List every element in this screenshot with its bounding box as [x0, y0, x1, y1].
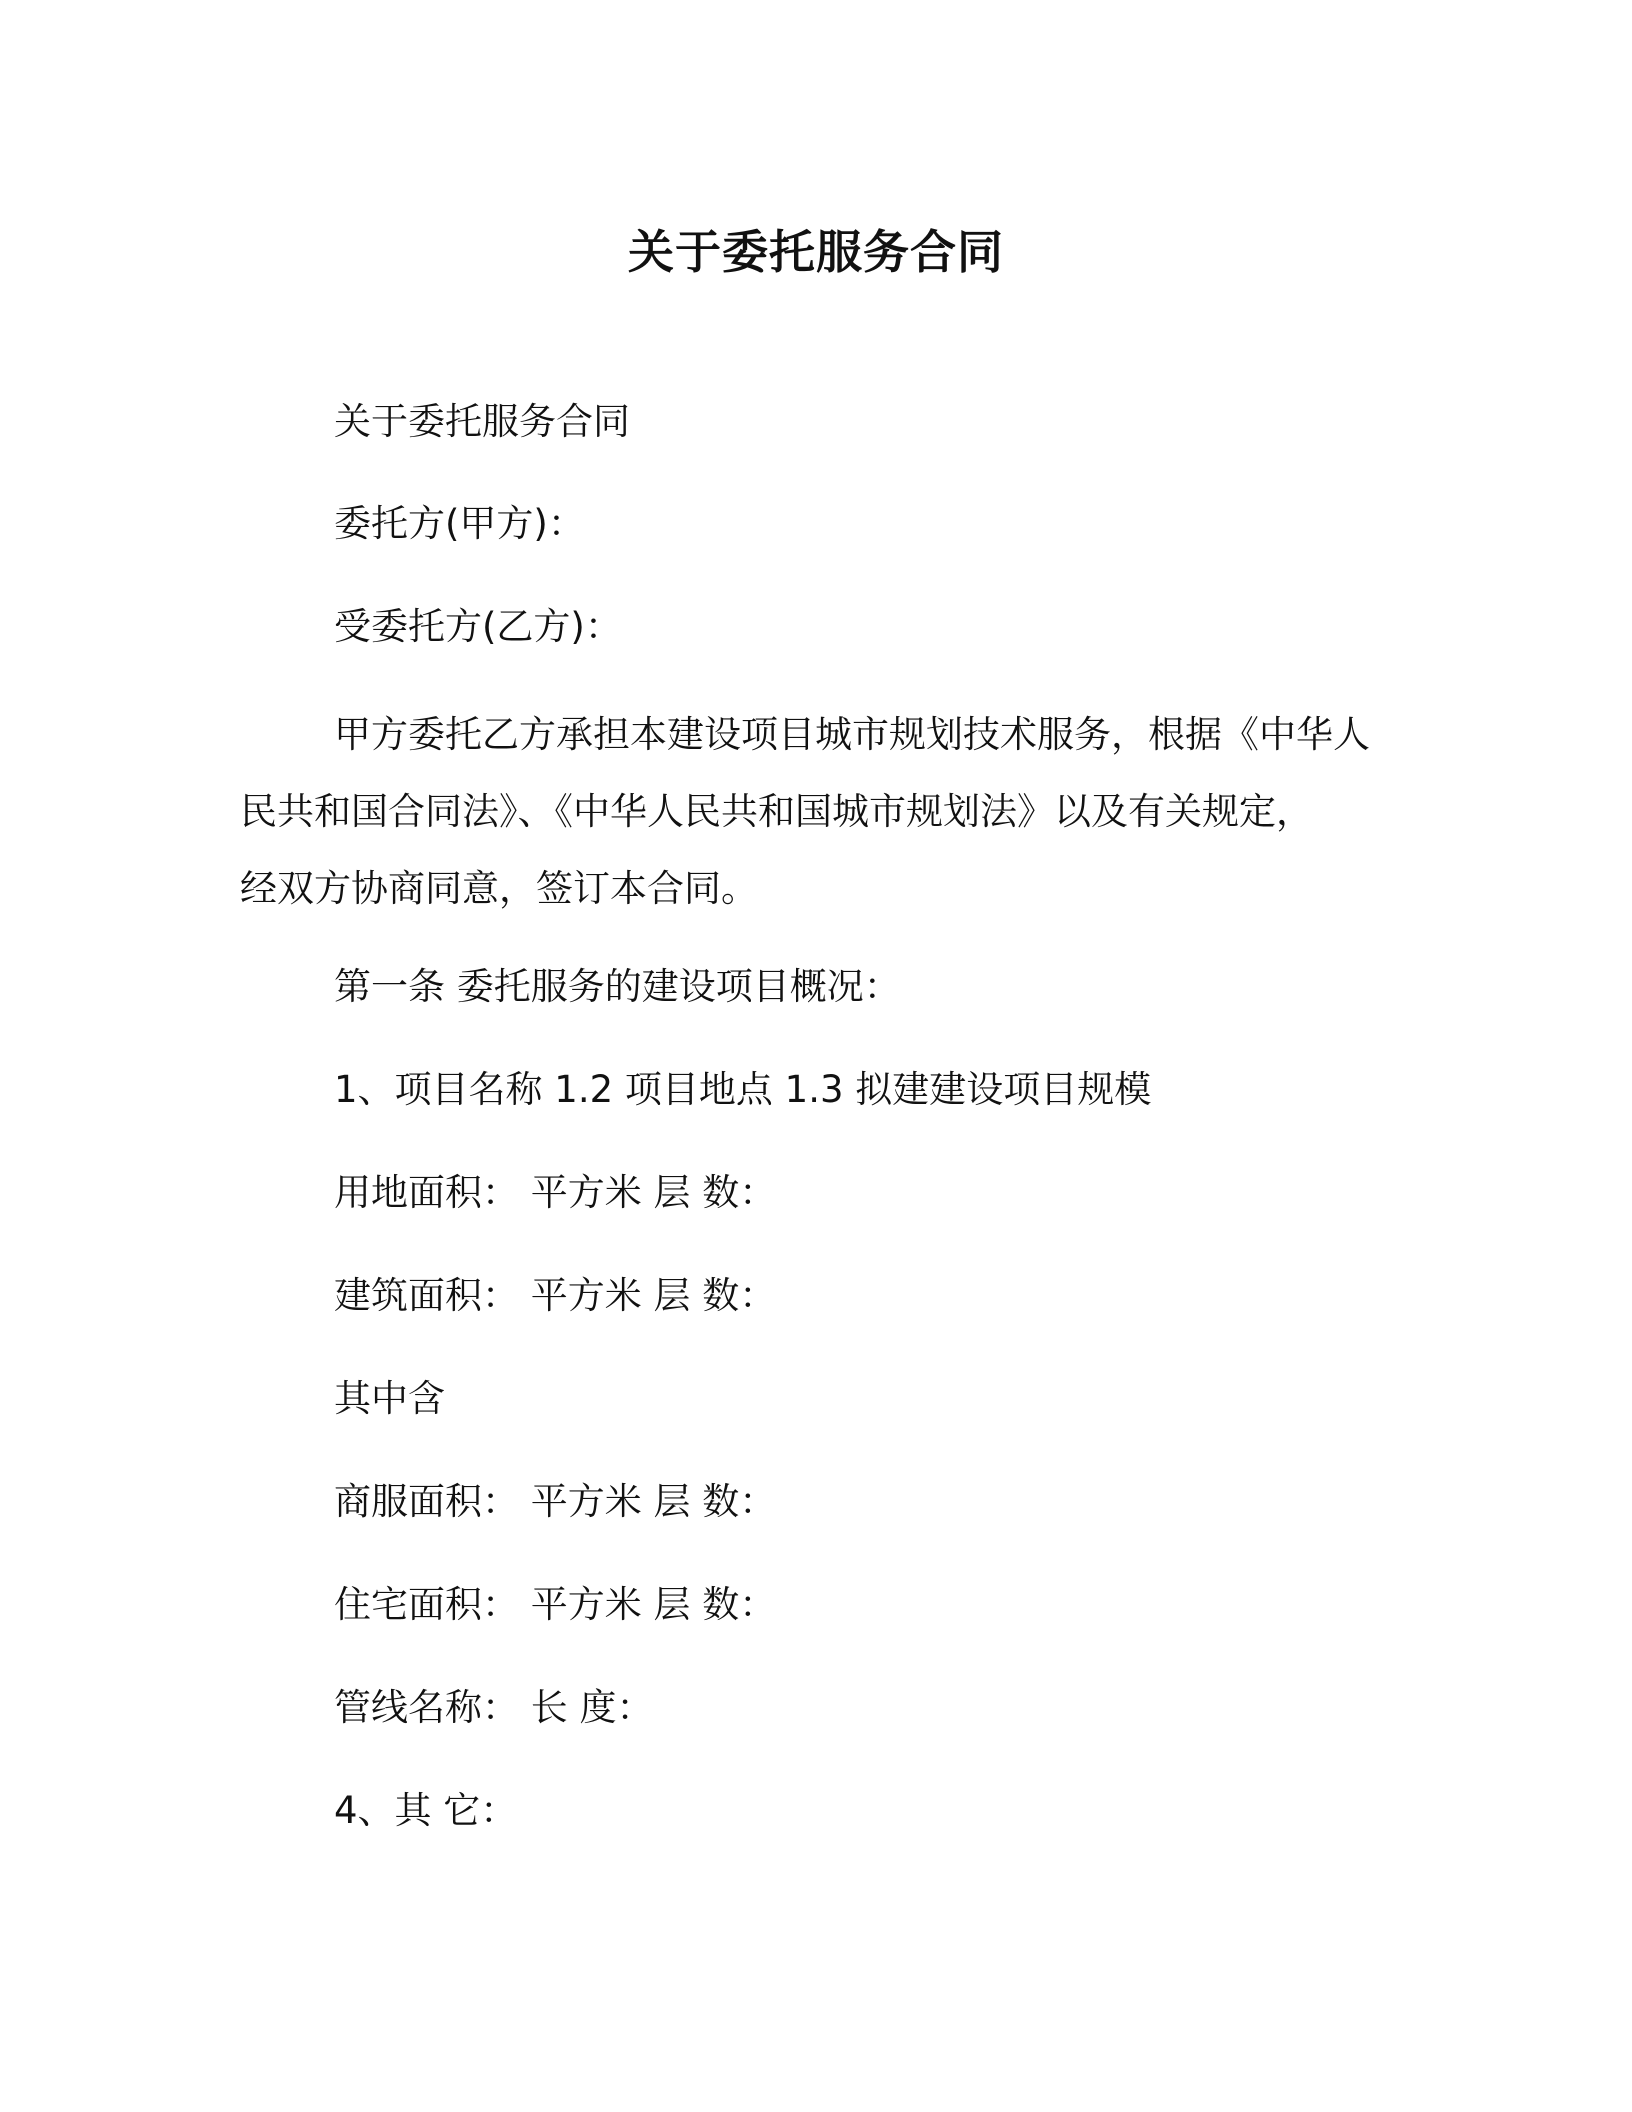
- heading-repeat: 关于委托服务合同: [334, 400, 630, 443]
- intro-line-2: 民共和国合同法》、《中华人民共和国城市规划法》以及有关规定，: [240, 790, 1313, 833]
- intro-line-3: 经双方协商同意，签订本合同。: [240, 867, 758, 910]
- commercial-area-line: 商服面积： 平方米 层 数：: [334, 1480, 777, 1523]
- other-line: 4、其 它：: [334, 1789, 518, 1832]
- intro-line-1: 甲方委托乙方承担本建设项目城市规划技术服务，根据《中华人: [334, 713, 1370, 756]
- document-title: 关于委托服务合同: [628, 225, 1004, 279]
- item-1-line: 1、项目名称 1.2 项目地点 1.3 拟建建设项目规模: [334, 1068, 1152, 1111]
- article-1-heading: 第一条 委托服务的建设项目概况：: [334, 965, 901, 1008]
- land-area-line: 用地面积： 平方米 层 数：: [334, 1171, 777, 1214]
- intro-paragraph: [240, 696, 1390, 927]
- pipeline-line: 管线名称： 长 度：: [334, 1686, 654, 1729]
- party-a-line: 委托方(甲方)：: [334, 502, 585, 545]
- residential-area-line: 住宅面积： 平方米 层 数：: [334, 1583, 777, 1626]
- including-line: 其中含: [334, 1377, 445, 1420]
- building-area-line: 建筑面积： 平方米 层 数：: [334, 1274, 777, 1317]
- party-b-line: 受委托方(乙方)：: [334, 605, 622, 648]
